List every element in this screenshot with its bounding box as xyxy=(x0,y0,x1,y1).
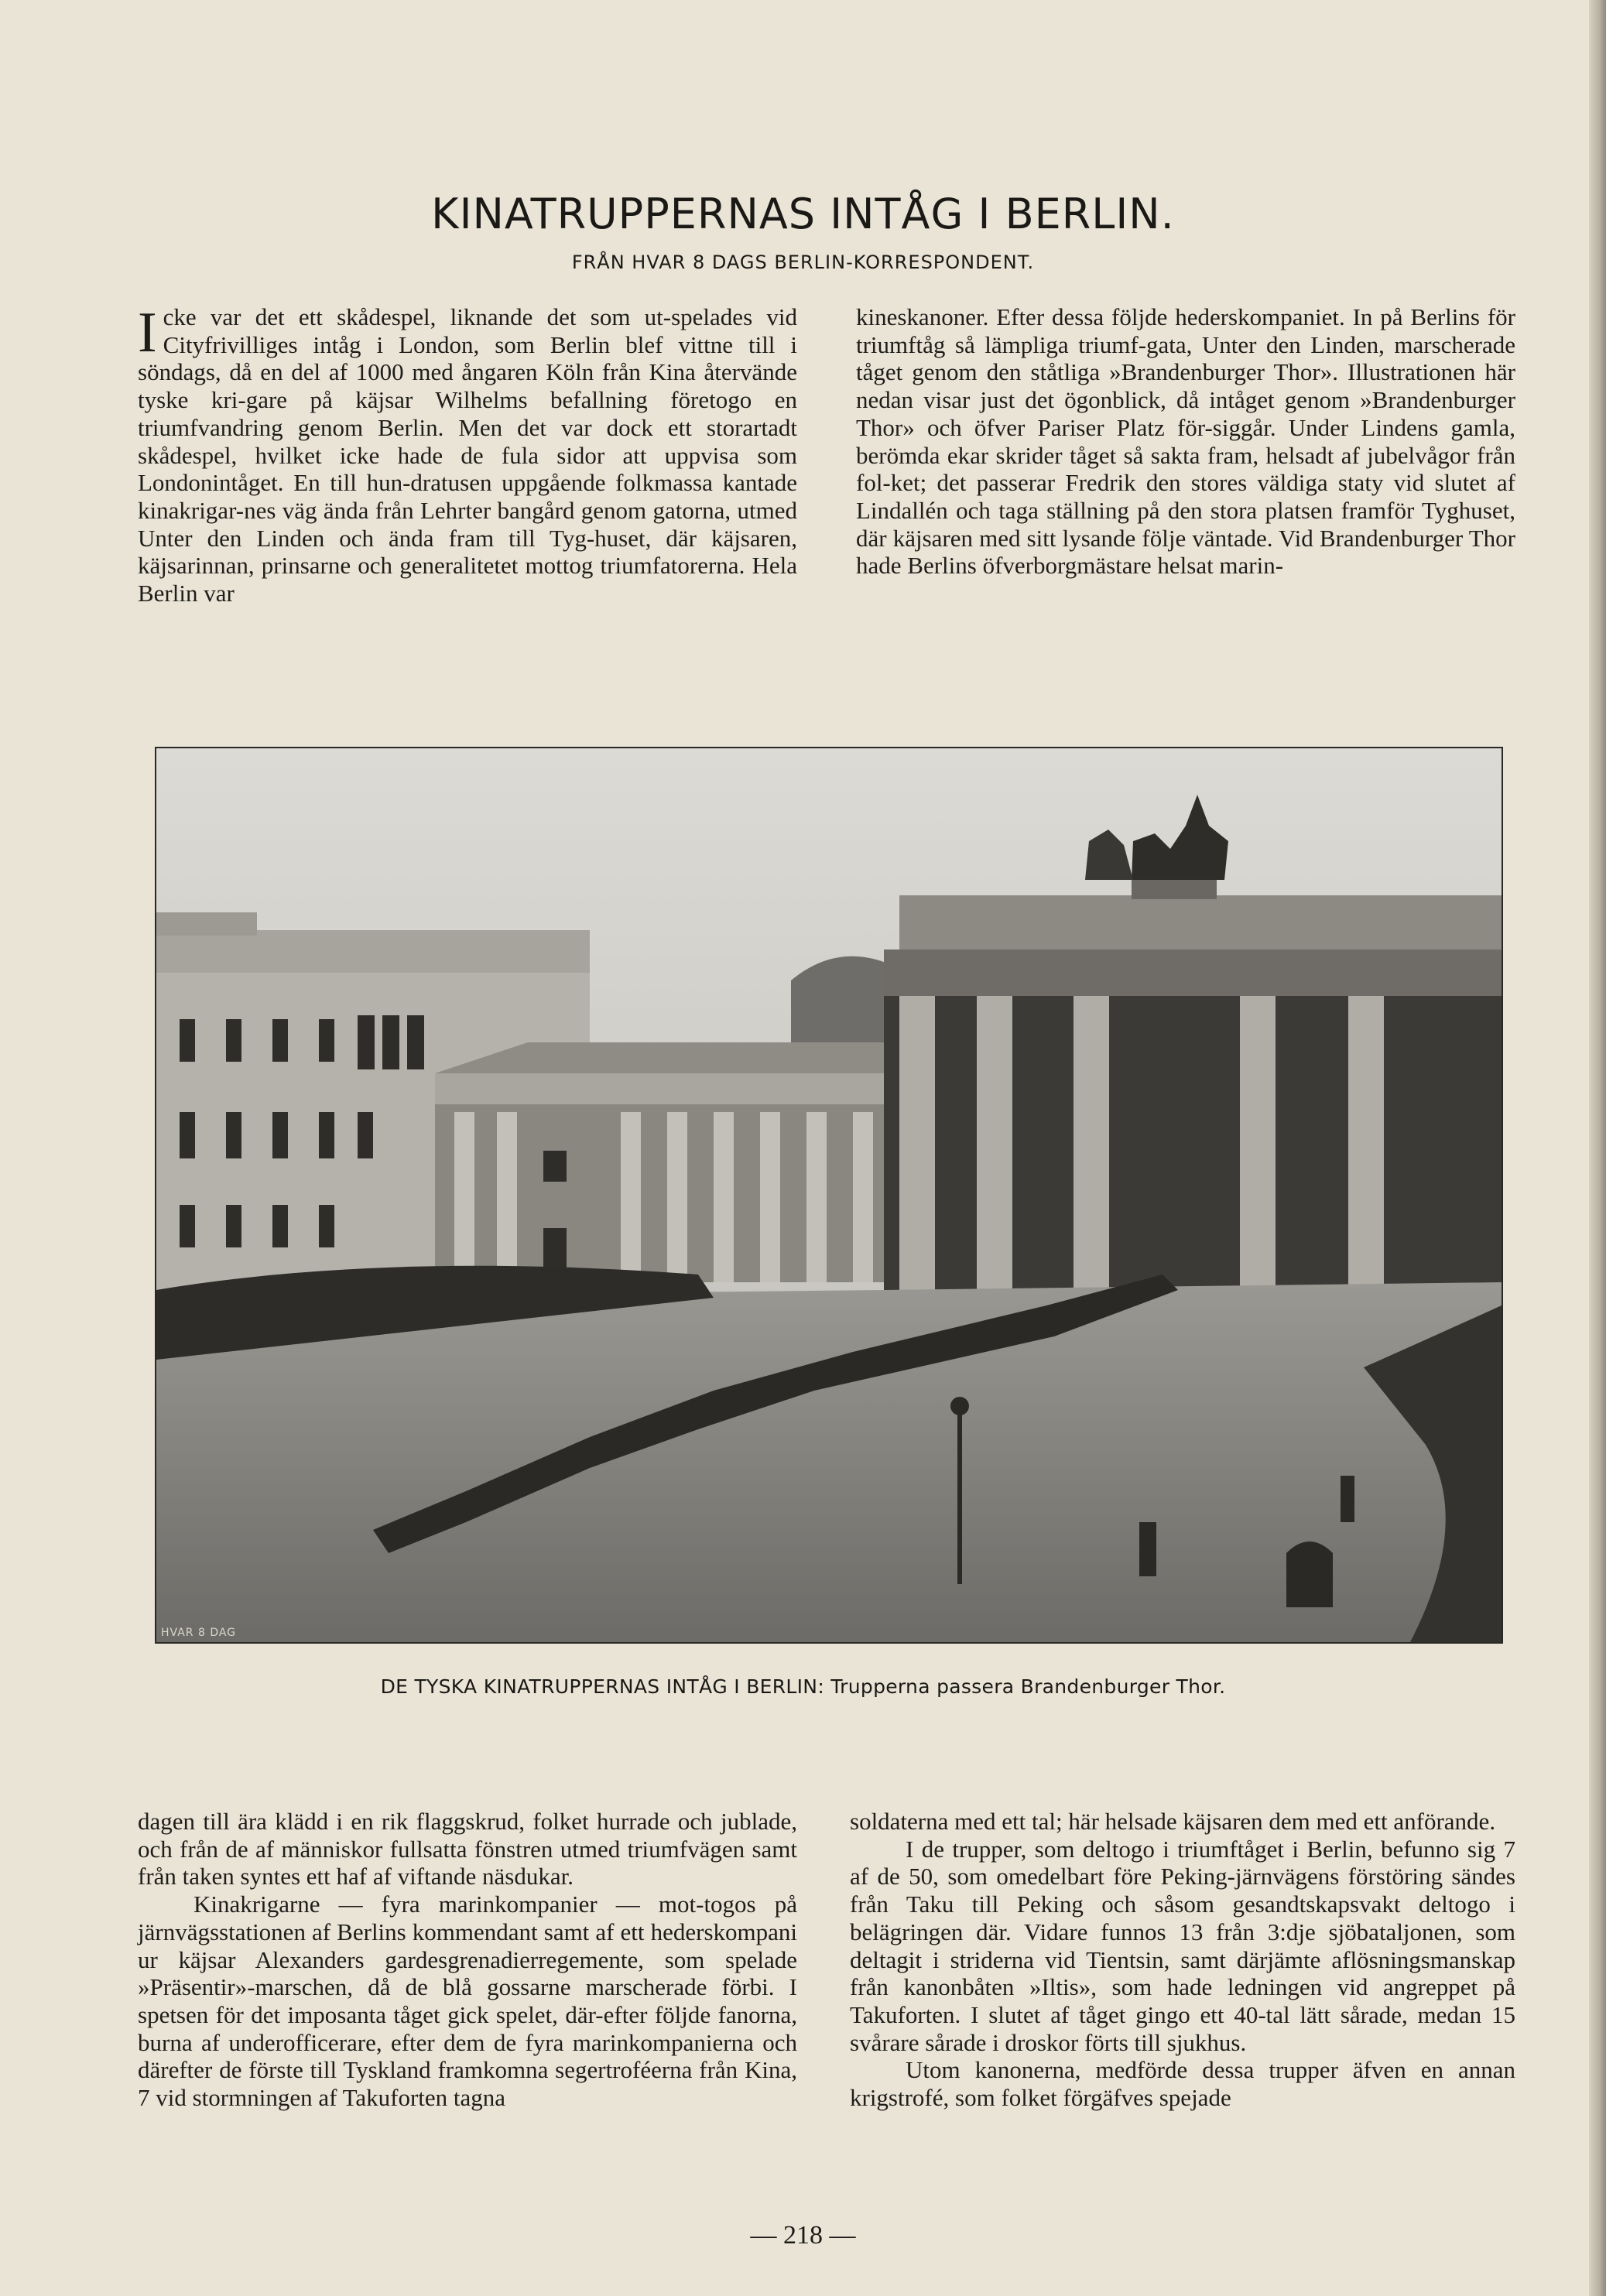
guard-house xyxy=(435,1042,884,1282)
text-column-bottom-right xyxy=(850,1808,1515,2112)
paragraph: dagen till ära klädd i en rik flaggskrud, folket hurrade och jublade, och från de af människor fullsatta fönstren utmed triumfvägen samt från taken syntes ett haf af viftande näsdukar. xyxy=(138,1808,797,1891)
paragraph-text: cke var det ett skådespel, liknande det som ut-spelades vid Cityfrivilliges intåg i London, som Berlin blef vittne till i söndags, då en del af 1000 med ångaren Köln från Kina återvände tyske kri-gare på käjsar Wilhelms befallning företogo en triumfvandring genom Berlin. Men det var dock ett storartadt skådespel, hvilket icke hade de fula sidor att uppvisa som Londonintåget. En till hun-dratusen uppgående folkmassa kantade kinakrigar-nes väg ända från Lehrter bangård genom gatorna, utmed Unter den Linden och ända fram till Tyg-huset, där käjsaren, käjsarinnan, prinsarne och generalitetet mottog triumfatorerna. Hela Berlin var xyxy=(138,303,797,607)
text-column-top-right xyxy=(856,303,1515,580)
page-number: — 218 — xyxy=(750,2221,856,2250)
paragraph xyxy=(138,303,797,607)
paragraph: Utom kanonerna, medförde dessa trupper äfven en annan krigstrofé, som folket förgäfves spejade xyxy=(850,2056,1515,2112)
paragraph: kineskanoner. Efter dessa följde hederskompaniet. In på Berlins för triumftåg så lämpliga triumf-gata, Unter den Linden, marscherade tåget genom den ståtliga »Brandenburger Thor». Illustrationen här nedan visar just det ögonblick, då intåget genom »Brandenburger Thor» och öfver Pariser Platz för-siggår. Under Lindens gamla, berömda ekar skrider tåget så sakta fram, helsadt af jubelvågor från fol-ket; det passerar Fredrik den stores väldiga staty vid slutet af Lindallén och taga ställning på den stora platsen framför Tyghuset, där käjsaren med sitt lysande följe väntade. Vid Brandenburger Thor hade Berlins öfverborgmästare helsat marin- xyxy=(856,303,1515,580)
photo-illustration xyxy=(156,748,1502,1642)
brandenburg-gate-photo xyxy=(155,747,1503,1644)
photo-credit: HVAR 8 DAG xyxy=(161,1627,237,1639)
text-column-bottom-left xyxy=(138,1808,797,2112)
paragraph: I de trupper, som deltogo i triumftåget i Berlin, befunno sig 7 af de 50, som omedelbart före Peking-järnvägens förstöring sändes från Taku till Peking och såsom gesandtskapsvakt deltogo i belägringen där. Vidare funnos 13 från 3:dje sjöbataljonen, som deltagit i striderna vid Tientsin, samt därjämte aflösningsmanskap från kanonbåten »Iltis», som hade ledningen vid angreppet på Takuforten. I slutet af tåget gingo ett 40-tal lätt sårade, medan 15 svårare sårade i droskor förts till sjukhus. xyxy=(850,1835,1515,2056)
paragraph: Kinakrigarne — fyra marinkompanier — mot-togos på järnvägsstationen af Berlins kommendant samt af ett hederskompani ur käjsar Alexanders gardesgrenadierregemente, som spelade »Präsentir»-marschen, då de blå gossarne marscherade förbi. I spetsen för det imposanta tåget gick spelet, där-efter följde fanorna, burna af underofficerare, efter dem de fyra marinkompanierna och därefter de förste till Tyskland framkomna segertroféerna från Kina, 7 vid stormningen af Takuforten tagna xyxy=(138,1891,797,2112)
figure-caption: DE TYSKA KINATRUPPERNAS INTÅG I BERLIN: Trupperna passera Brandenburger Thor. xyxy=(380,1675,1226,1698)
page-edge xyxy=(1589,0,1606,2296)
article-title: KINATRUPPERNAS INTÅG I BERLIN. xyxy=(431,190,1175,238)
text-column-top-left xyxy=(138,303,797,607)
paragraph: soldaterna med ett tal; här helsade käjsaren dem med ett anförande. xyxy=(850,1808,1496,1835)
drop-cap: I xyxy=(138,301,157,364)
article-byline: FRÅN HVAR 8 DAGS BERLIN-KORRESPONDENT. xyxy=(571,251,1035,273)
